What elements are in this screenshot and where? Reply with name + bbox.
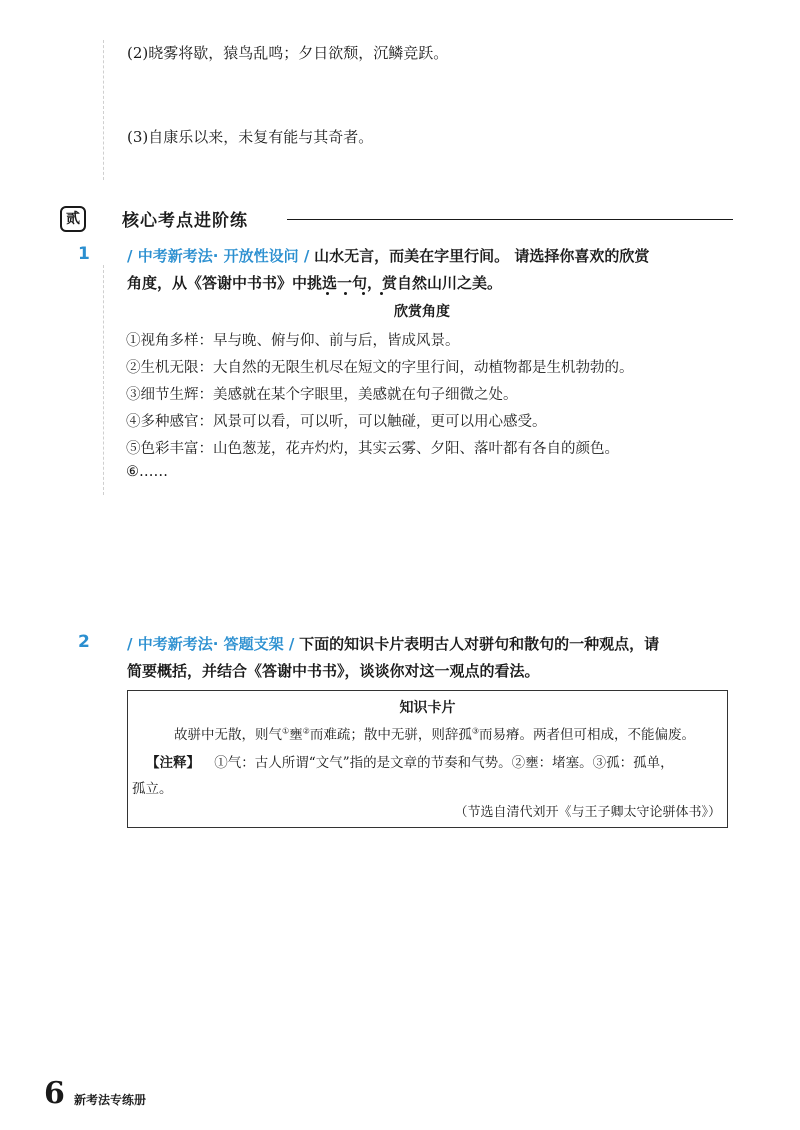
question-2-line-1 <box>127 633 659 654</box>
card-quote-d: 而易瘠。两者但可相成，不能偏废。 <box>479 727 696 743</box>
question-1-prompt-2b-emphasis: 挑选一句 <box>307 274 368 292</box>
card-note-continued: 孤立。 <box>132 781 173 797</box>
section-rule <box>287 219 733 220</box>
question-1-prompt-1: 山水无言，而美在字里行间。 请选择你喜欢的欣赏 <box>314 247 650 265</box>
card-quote <box>174 723 695 743</box>
question-1-line-1 <box>127 245 649 266</box>
note-label: 【注释】 <box>146 755 200 771</box>
question-2-tag: / 中考新考法· 答题支架 / <box>127 635 295 653</box>
question-2-prompt-2: 简要概括，并结合《答谢中书书》，谈谈你对这一观点的看法。 <box>127 662 540 680</box>
angle-item-5: ⑤色彩丰富：山色葱茏，花卉灼灼，其实云雾、夕阳、落叶都有各自的颜色。 <box>126 441 619 457</box>
question-1-prompt-2a: 角度，从《答谢中书书》中 <box>127 274 308 292</box>
book-title: 新考法专练册 <box>74 1093 147 1107</box>
card-quote-a: 故骈中无散，则气 <box>174 727 282 743</box>
item-3-text: (3)自康乐以来，未复有能与其奇者。 <box>127 128 374 146</box>
section-title: 核心考点进阶练 <box>122 211 248 231</box>
card-quote-b: 壅 <box>289 727 303 743</box>
card-source: （节选自清代刘开《与王子卿太守论骈体书》） <box>454 805 721 820</box>
question-2-prompt-1: 下面的知识卡片表明古人对骈句和散句的一种观点，请 <box>299 635 660 653</box>
card-note <box>146 751 674 771</box>
note-text: ①气：古人所谓“文气”指的是文章的节奏和气势。②壅：堵塞。③孤：孤单， <box>214 755 674 771</box>
list-title: 欣赏角度 <box>394 304 450 320</box>
footnote-mark-2: ② <box>302 726 310 736</box>
question-1-tag: / 中考新考法· 开放性设问 / <box>127 247 310 265</box>
card-title: 知识卡片 <box>399 700 456 716</box>
footnote-mark-1: ① <box>282 726 290 736</box>
section-icon: 贰 <box>60 206 86 232</box>
angle-item-1: ①视角多样：早与晚、俯与仰、前与后，皆成风景。 <box>126 333 460 349</box>
footnote-mark-3: ③ <box>471 726 480 736</box>
question-1-prompt-2c: ，赏自然山川之美。 <box>367 274 503 292</box>
angle-item-3: ③细节生辉：美感就在某个字眼里，美感就在句子细微之处。 <box>126 387 518 403</box>
question-1-line-2 <box>127 272 502 293</box>
emphasis-dots <box>322 292 392 296</box>
card-quote-c: 而难疏；散中无骈，则辞孤 <box>309 727 472 743</box>
knowledge-card <box>127 690 728 828</box>
margin-guide-q1 <box>103 265 104 495</box>
item-2-text: (2)晓雾将歇，猿鸟乱鸣；夕日欲颓，沉鳞竞跃。 <box>127 44 449 62</box>
margin-guide-top <box>103 40 104 180</box>
page-number: 6 <box>44 1076 65 1111</box>
question-1-number: 1 <box>78 244 90 264</box>
question-2-number: 2 <box>78 632 90 652</box>
angle-item-2: ②生机无限：大自然的无限生机尽在短文的字里行间，动植物都是生机勃勃的。 <box>126 360 634 376</box>
angle-item-4: ④多种感官：风景可以看，可以听，可以触碰，更可以用心感受。 <box>126 414 547 430</box>
angle-item-6: ⑥…… <box>126 464 168 480</box>
